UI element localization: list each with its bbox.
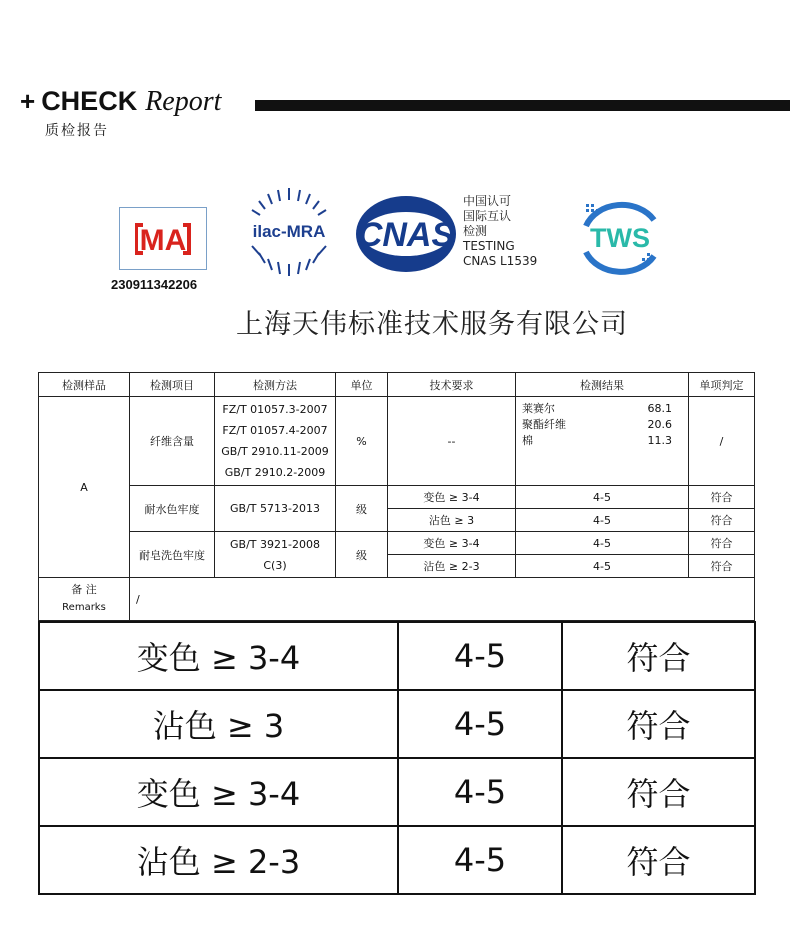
remarks-row <box>39 578 755 621</box>
table-row <box>39 690 755 758</box>
header-check: CHECK <box>41 86 138 116</box>
result-cell: 4-5 <box>398 690 562 758</box>
remarks-label-en: Remarks <box>62 602 106 613</box>
method-line: GB/T 2910.2-2009 <box>224 466 326 479</box>
remarks-label-cn: 备 注 <box>71 583 97 596</box>
col-header: 单位 <box>336 373 388 397</box>
fiber-name: 聚酯纤维 <box>522 418 566 431</box>
requirement-cell: 变色 ≥ 3-4 <box>39 758 398 826</box>
cma-number: 230911342206 <box>111 277 198 292</box>
method-cell <box>215 532 336 578</box>
requirement-cell: 沾色 ≥ 2-3 <box>388 555 516 578</box>
cnas-line: 中国认可 <box>463 194 512 208</box>
col-header: 技术要求 <box>388 373 516 397</box>
fiber-name: 莱赛尔 <box>522 402 555 415</box>
result-cell: 4-5 <box>516 532 689 555</box>
unit-cell: 级 <box>336 532 388 578</box>
item-cell: 耐水色牢度 <box>130 486 215 532</box>
cnas-line: CNAS L1539 <box>463 254 538 268</box>
svg-text:ilac-MRA: ilac-MRA <box>252 222 326 241</box>
method-cell: GB/T 5713-2013 <box>215 486 336 532</box>
svg-text:TWS: TWS <box>590 223 650 253</box>
header-bar <box>255 100 790 111</box>
fiber-value: 68.1 <box>647 402 672 415</box>
result-cell: 4-5 <box>516 555 689 578</box>
col-header: 检测样品 <box>39 373 130 397</box>
result-cell <box>516 397 689 486</box>
report-header <box>20 86 221 120</box>
plus-sign: + <box>20 86 36 116</box>
svg-text:MA: MA <box>139 223 187 257</box>
header-subtitle: 质检报告 <box>45 123 109 139</box>
header-report: Report <box>145 86 222 117</box>
method-cell <box>215 397 336 486</box>
requirement-cell: 变色 ≥ 3-4 <box>388 486 516 509</box>
requirement-cell: 变色 ≥ 3-4 <box>39 622 398 690</box>
verdict-cell: 符合 <box>689 555 755 578</box>
method-line: FZ/T 01057.3-2007 <box>222 403 328 416</box>
tws-logo <box>574 196 666 280</box>
result-cell: 4-5 <box>398 622 562 690</box>
method-line: GB/T 3921-2008 <box>230 537 320 551</box>
unit-cell: % <box>336 397 388 486</box>
table-row <box>39 826 755 894</box>
table-row <box>39 622 755 690</box>
verdict-cell: 符合 <box>689 486 755 509</box>
verdict-cell: 符合 <box>562 690 755 758</box>
fiber-result-row <box>516 417 688 433</box>
company-name: 上海天伟标准技术服务有限公司 <box>236 309 628 340</box>
result-cell: 4-5 <box>398 758 562 826</box>
fiber-name: 棉 <box>522 434 533 447</box>
result-cell: 4-5 <box>398 826 562 894</box>
item-cell: 耐皂洗色牢度 <box>130 532 215 578</box>
requirement-cell: 沾色 ≥ 3 <box>39 690 398 758</box>
table-row <box>39 397 755 486</box>
col-header: 单项判定 <box>689 373 755 397</box>
col-header: 检测项目 <box>130 373 215 397</box>
table-header-row <box>39 373 755 397</box>
requirement-cell: 变色 ≥ 3-4 <box>388 532 516 555</box>
cnas-text <box>463 194 537 269</box>
verdict-cell: 符合 <box>562 758 755 826</box>
table-row <box>39 532 755 555</box>
unit-cell: 级 <box>336 486 388 532</box>
requirement-cell: -- <box>388 397 516 486</box>
verdict-cell: / <box>689 397 755 486</box>
remarks-label-cell <box>39 578 130 621</box>
remarks-value: / <box>130 578 755 621</box>
cma-logo <box>119 207 207 270</box>
fiber-result-row <box>516 433 688 449</box>
cnas-line: TESTING <box>463 239 515 253</box>
fiber-value: 20.6 <box>647 418 672 431</box>
item-cell: 纤维含量 <box>130 397 215 486</box>
method-line: C(3) <box>263 558 287 572</box>
col-header: 检测结果 <box>516 373 689 397</box>
result-cell: 4-5 <box>516 509 689 532</box>
cnas-line: 国际互认 <box>463 209 512 223</box>
verdict-cell: 符合 <box>562 622 755 690</box>
fiber-value: 11.3 <box>647 434 672 447</box>
method-line: FZ/T 01057.4-2007 <box>222 424 328 437</box>
cnas-line: 检测 <box>463 224 488 238</box>
test-result-table <box>38 372 755 621</box>
method-line: GB/T 2910.11-2009 <box>221 445 329 458</box>
svg-text:CNAS: CNAS <box>357 216 455 254</box>
result-cell: 4-5 <box>516 486 689 509</box>
requirement-cell: 沾色 ≥ 3 <box>388 509 516 532</box>
requirement-cell: 沾色 ≥ 2-3 <box>39 826 398 894</box>
sample-cell: A <box>39 397 130 578</box>
verdict-cell: 符合 <box>562 826 755 894</box>
verdict-cell: 符合 <box>689 509 755 532</box>
col-header: 检测方法 <box>215 373 336 397</box>
cnas-logo <box>354 194 459 278</box>
cma-mark-icon <box>125 217 201 261</box>
ilac-mra-logo <box>244 186 334 282</box>
fiber-result-row <box>516 401 688 417</box>
table-row <box>39 486 755 509</box>
enlarged-result-table <box>38 621 756 895</box>
table-row <box>39 758 755 826</box>
verdict-cell: 符合 <box>689 532 755 555</box>
